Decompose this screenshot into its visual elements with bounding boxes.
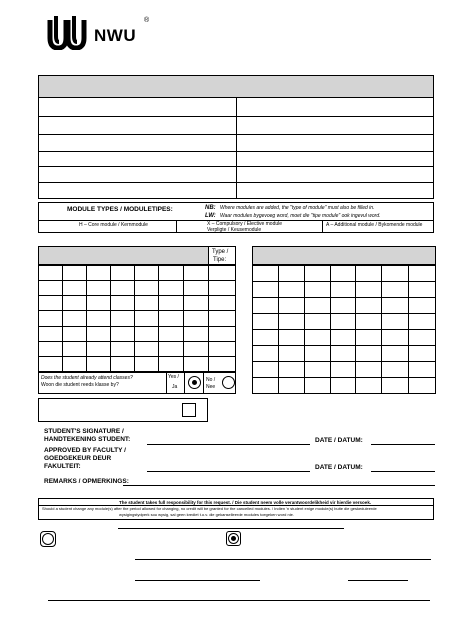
nwu-logo xyxy=(46,14,166,50)
student-signature-label-af: HANDTEKENING STUDENT: xyxy=(44,436,131,443)
attend-question-af: Woon die student reeds klasse by? xyxy=(41,382,119,388)
no-radio[interactable] xyxy=(222,376,235,389)
module-types-heading: MODULE TYPES / MODULETIPES: xyxy=(67,206,173,213)
remarks-label: REMARKS / OPMERKINGS: xyxy=(44,478,129,485)
faculty-approval-label-af2: FAKULTEIT: xyxy=(44,463,81,470)
details-header-bar xyxy=(39,76,433,98)
faculty-signature-line[interactable] xyxy=(147,471,310,472)
nee-label: Nee xyxy=(206,384,216,390)
student-details-table xyxy=(38,75,434,199)
details-row-line xyxy=(39,134,433,135)
bottom-line[interactable] xyxy=(348,580,408,581)
attend-divider xyxy=(166,373,167,393)
type-header-line1: Type / xyxy=(212,249,229,255)
date-label-1: DATE / DATUM: xyxy=(315,437,363,444)
yes-label: Yes / xyxy=(168,374,179,380)
attend-question-row xyxy=(38,372,236,394)
nwu-emblem-icon xyxy=(46,14,90,50)
bottom-line[interactable] xyxy=(135,559,431,560)
legend-col-line xyxy=(322,220,323,232)
attend-question-en: Does the student already attend classes? xyxy=(41,375,133,381)
details-divider xyxy=(236,98,237,198)
nb-label: NB: xyxy=(205,205,216,211)
faculty-approval-label-af: GOEDGEKEUR DEUR xyxy=(44,455,112,462)
student-date-line[interactable] xyxy=(371,444,435,445)
details-row-line xyxy=(39,116,433,117)
notice-line1: Should a student change any module(s) after the period allowed for changing, no credit will be granted for the cancelled modules. / Indien 'n student enige module(s) buite die geskeduleerde xyxy=(42,506,377,511)
faculty-date-line[interactable] xyxy=(371,471,435,472)
type-header-line2: Tipe: xyxy=(213,257,227,263)
logo-text: NWU xyxy=(94,26,137,45)
bottom-radio-right[interactable] xyxy=(226,531,241,546)
lw-label: LW: xyxy=(205,213,216,219)
additional-note-box xyxy=(38,398,208,422)
left-module-grid xyxy=(38,265,236,372)
attend-divider xyxy=(203,373,204,393)
faculty-approval-label: APPROVED BY FACULTY / xyxy=(44,447,126,454)
yes-radio[interactable] xyxy=(188,376,201,389)
student-signature-line[interactable] xyxy=(147,444,310,445)
bottom-radio-left[interactable] xyxy=(40,531,56,547)
yes-radio-dot xyxy=(192,380,197,385)
left-module-header xyxy=(38,246,209,265)
module-types-legend xyxy=(38,202,434,233)
no-label: No / xyxy=(206,377,216,383)
details-row-line xyxy=(39,182,433,183)
lw-text: Waar modules bygevoeg word, moet die "tipe module" ook ingevul word. xyxy=(220,213,381,219)
type-header-cell xyxy=(209,246,236,265)
date-label-2: DATE / DATUM: xyxy=(315,464,363,471)
details-row-line xyxy=(39,166,433,167)
bottom-line[interactable] xyxy=(118,528,344,529)
core-module-label: H – Core module / Kernmodule xyxy=(79,222,148,228)
bottom-radio-right-dot xyxy=(231,536,236,541)
notice-line2: wysigingstydperk sou wysig, sal geen krediet t.o.v. die gekanselleerde modules toegeken word nie. xyxy=(119,512,294,517)
details-row-line xyxy=(39,151,433,152)
compulsory-module-label-af: Verpligte / Keusemodule xyxy=(207,227,262,233)
responsibility-notice xyxy=(38,498,434,520)
nb-text: Where modules are added, the "type of module" must also be filled in. xyxy=(220,205,375,211)
attend-divider xyxy=(184,373,185,393)
additional-module-label: A – Additional module / Bykomende module xyxy=(326,222,423,228)
note-checkbox[interactable] xyxy=(182,403,196,417)
bottom-radio-left-inner xyxy=(42,533,54,545)
remarks-line[interactable] xyxy=(123,485,435,486)
student-signature-label: STUDENT'S SIGNATURE / xyxy=(44,428,124,435)
legend-col-line xyxy=(176,220,177,232)
ja-label: Ja xyxy=(172,384,178,390)
notice-title: The student takes full responsibility for this request. / Die student neem volle verantwoordelikheid vir hierdie versoek. xyxy=(119,500,372,505)
logo-registered-mark: ® xyxy=(144,17,150,24)
compulsory-module-label: X – Compulsory / Elective module xyxy=(207,221,283,227)
right-module-header xyxy=(252,246,436,265)
bottom-line[interactable] xyxy=(135,580,260,581)
right-module-grid xyxy=(252,265,436,394)
bottom-line[interactable] xyxy=(48,600,430,601)
